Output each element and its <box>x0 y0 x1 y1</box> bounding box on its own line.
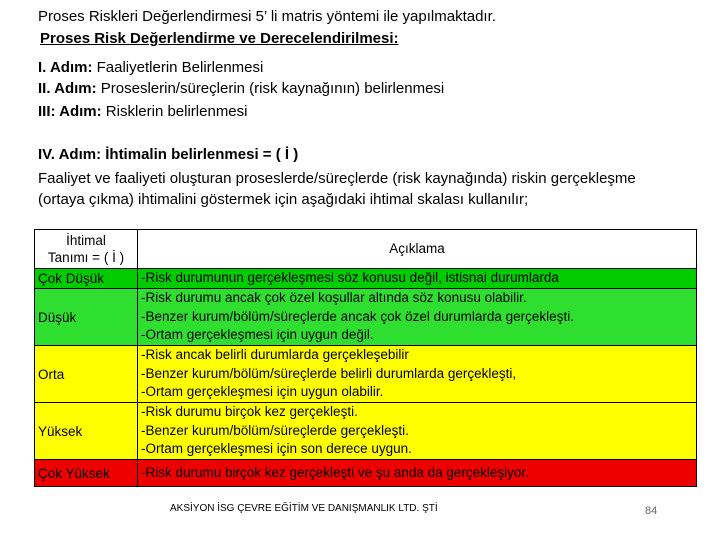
intro-line: Proses Riskleri Değerlendirmesi 5’ li matris yöntemi ile yapılmaktadır. <box>38 8 496 25</box>
probability-scale-table <box>34 229 697 487</box>
description-line: -Risk durumu ancak çok özel koşullar altında söz konusu olabilir. <box>141 290 527 306</box>
level-cell: Çok Yüksek <box>35 460 138 487</box>
step-4-title: IV. Adım: İhtimalin belirlenmesi = ( İ ) <box>38 146 299 163</box>
level-cell: Düşük <box>35 289 138 346</box>
table-row <box>35 289 697 346</box>
description-line: -Ortam gerçekleşmesi için uygun olabilir. <box>141 384 384 400</box>
description-line: -Benzer kurum/bölüm/süreçlerde belirli durumlarda gerçekleşti, <box>141 365 517 381</box>
level-cell: Yüksek <box>35 403 138 460</box>
description-line: -Risk durumunun gerçekleşmesi söz konusu değil, istisnai durumlarda <box>141 270 559 286</box>
description-line: -Benzer kurum/bölüm/süreçlerde gerçekleşti. <box>141 422 409 438</box>
step-3 <box>38 103 248 120</box>
description-cell <box>138 403 697 460</box>
step-1-text: Faaliyetlerin Belirlenmesi <box>92 59 264 76</box>
level-header-line1: İhtimal <box>66 233 106 248</box>
step-4-paragraph: Faaliyet ve faaliyeti oluşturan proseslerde/süreçlerde (risk kaynağında) riskin gerçekleşme (ortaya çıkma) ihtimalini göstermek için aşağıdaki ihtimal skalası kullanılır; <box>38 170 636 208</box>
page-number: 84 <box>645 505 658 517</box>
description-line: -Benzer kurum/bölüm/süreçlerde ancak çok özel durumlarda gerçekleşti. <box>141 308 574 324</box>
section-heading: Proses Risk Değerlendirme ve Derecelendirilmesi: <box>40 30 399 47</box>
step-1-label: I. Adım: <box>38 59 93 76</box>
step-2-label: II. Adım: <box>38 80 97 97</box>
description-cell <box>138 346 697 403</box>
step-3-label: III: Adım: <box>38 103 102 120</box>
description-line: -Ortam gerçekleşmesi için son derece uygun. <box>141 441 412 457</box>
table-row <box>35 346 697 403</box>
table-row <box>35 403 697 460</box>
description-line: -Ortam gerçekleşmesi için uygun değil. <box>141 327 374 343</box>
footer-company: AKSİYON İSG ÇEVRE EĞİTİM VE DANIŞMANLIK LTD. ŞTİ <box>170 503 438 514</box>
description-cell <box>138 289 697 346</box>
description-line: -Risk durumu birçok kez gerçekleşti. <box>141 404 358 420</box>
level-cell: Çok Düşük <box>35 269 138 289</box>
step-2 <box>38 80 444 97</box>
level-header <box>35 230 138 269</box>
description-cell <box>138 460 697 487</box>
description-line: -Risk ancak belirli durumlarda gerçekleşebilir <box>141 347 409 363</box>
step-2-text: Proseslerin/süreçlerin (risk kaynağının) belirlenmesi <box>96 80 445 97</box>
level-cell: Orta <box>35 346 138 403</box>
description-line: -Risk durumu birçok kez gerçekleşti ve şu anda da gerçekleşiyor. <box>141 464 529 480</box>
level-header-line2: Tanımı = ( İ ) <box>47 250 125 265</box>
step-3-text: Risklerin belirlenmesi <box>101 103 248 120</box>
description-cell <box>138 269 697 289</box>
step-1 <box>38 59 263 76</box>
table-header-row <box>35 230 697 269</box>
table-row <box>35 269 697 289</box>
description-header: Açıklama <box>138 230 697 269</box>
table-row <box>35 460 697 487</box>
